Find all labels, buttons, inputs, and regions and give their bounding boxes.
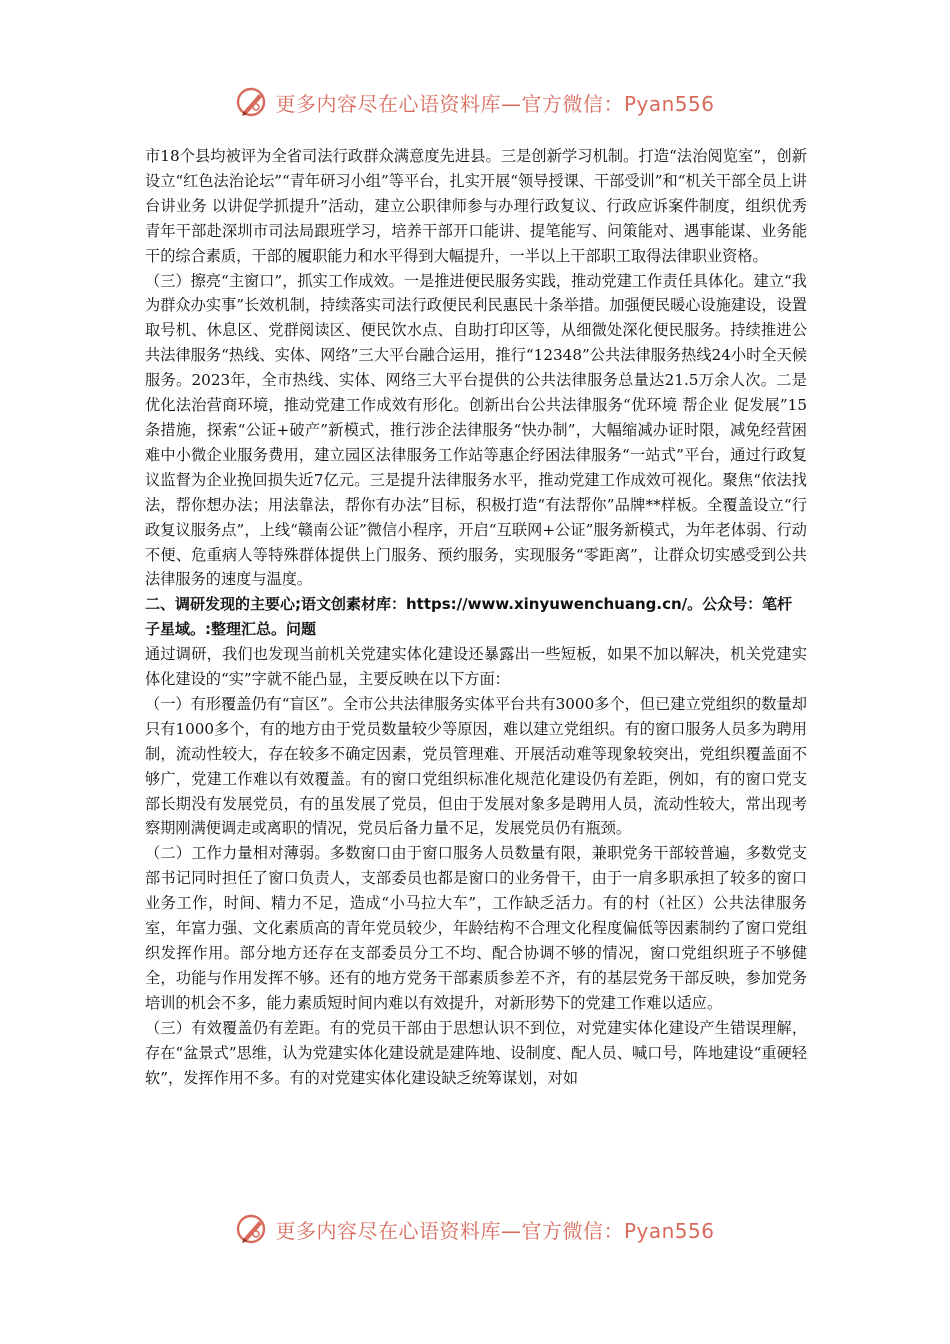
watermark-banner-top (0, 80, 950, 124)
watermark-banner-bottom (0, 1207, 950, 1251)
pen-circle-logo-icon (235, 1212, 269, 1246)
watermark-text: 更多内容尽在心语资料库—官方微信：Pyan556 (275, 1218, 715, 1243)
watermark-text: 更多内容尽在心语资料库—官方微信：Pyan556 (275, 91, 715, 116)
body-paragraph: （三）有效覆盖仍有差距。有的党员干部由于思想认识不到位，对党建实体化建设产生错误理解，存在“盆景式”思维，认为党建实体化建设就是建阵地、设制度、配人员、喊口号，阵地建设“重硬轻软”，发挥作用不多。有的对党建实体化建设缺乏统筹谋划，对如 (145, 1018, 807, 1087)
body-paragraph: （一）有形覆盖仍有“盲区”。全市公共法律服务实体平台共有3000多个，但已建立党组织的数量却只有1000多个，有的地方由于党员数量较少等原因，难以建立党组织。有的窗口服务人员多为聘用制，流动性较大，存在较多不确定因素，党员管理难、开展活动难等现象较突出，党组织覆盖面不够广，党建工作难以有效覆盖。有的窗口党组织标准化规范化建设仍有差距，例如，有的窗口党支部长期没有发展党员，有的虽发展了党员，但由于发展对象多是聘用人员，流动性较大，常出现考察期刚满便调走或离职的情况，党员后备力量不足，发展党员仍有瓶颈。 (145, 694, 807, 838)
body-paragraph: （二）工作力量相对薄弱。多数窗口由于窗口服务人员数量有限，兼职党务干部较普遍，多数党支部书记同时担任了窗口负责人，支部委员也都是窗口的业务骨干，由于一肩多职承担了较多的窗口业务工作，时间、精力不足，造成“小马拉大车”，工作缺乏活力。有的村（社区）公共法律服务室，年富力强、文化素质高的青年党员较少，年龄结构不合理文化程度偏低等因素制约了窗口党组织发挥作用。部分地方还存在支部委员分工不均、配合协调不够的情况，窗口党组织班子不够健全，功能与作用发挥不够。还有的地方党务干部素质参差不齐，有的基层党务干部反映，参加党务培训的机会不多，能力素质短时间内难以有效提升，对新形势下的党建工作难以适应。 (145, 844, 807, 1012)
body-paragraph: 市18个县均被评为全省司法行政群众满意度先进县。三是创新学习机制。打造“法治阅览室”，创新设立“红色法治论坛”“青年研习小组”等平台，扎实开展“领导授课、干部受训”和“机关干部全员上讲台讲业务 以讲促学抓提升”活动，建立公职律师参与办理行政复议、行政应诉案件制度，组织优秀青年干部赴深圳市司法局跟班学习，培养干部开口能讲、提笔能写、问策能对、遇事能谋、业务能干的综合素质，干部的履职能力和水平得到大幅提升，一半以上干部职工取得法律职业资格。 (145, 147, 807, 265)
body-paragraph: （三）擦亮“主窗口”，抓实工作成效。一是推进便民服务实践，推动党建工作责任具体化。建立“我为群众办实事”长效机制，持续落实司法行政便民利民惠民十条举措。加强便民暖心设施建设，设置取号机、休息区、党群阅读区、便民饮水点、自助打印区等，从细微处深化便民服务。持续推进公共法律服务“热线、实体、网络”三大平台融合运用，推行“12348”公共法律服务热线24小时全天候服务。2023年，全市热线、实体、网络三大平台提供的公共法律服务总量达21.5万余人次。二是优化法治营商环境，推动党建工作成效有形化。创新出台公共法律服务“优环境 帮企业 促发展”15条措施，探索“公证+破产”新模式，推行涉企法律服务“快办制”，大幅缩减办证时限，减免经营困难中小微企业服务费用，建立园区法律服务工作站等惠企纾困法律服务“一站式”平台，通过行政复议监督为企业挽回损失近7亿元。三是提升法律服务水平，推动党建工作成效可视化。聚焦“依法找法，帮你想办法；用法靠法，帮你有办法”目标，积极打造“有法帮你”品牌**样板。全覆盖设立“行政复议服务点”，上线“赣南公证”微信小程序，开启“互联网+公证”服务新模式，为年老体弱、行动不便、危重病人等特殊群体提供上门服务、预约服务，实现服务“零距离”，让群众切实感受到公共法律服务的速度与温度。 (145, 271, 807, 589)
body-paragraph: 通过调研，我们也发现当前机关党建实体化建设还暴露出一些短板，如果不加以解决，机关党建实体化建设的“实”字就不能凸显，主要反映在以下方面： (145, 645, 807, 689)
pen-circle-logo-icon (235, 85, 269, 119)
document-body (145, 144, 807, 1090)
section-heading: 二、调研发现的主要心;语文创素材库：https://www.xinyuwenchuang.cn/。公众号：笔杆子星域。:整理汇总。问题 (145, 595, 793, 639)
